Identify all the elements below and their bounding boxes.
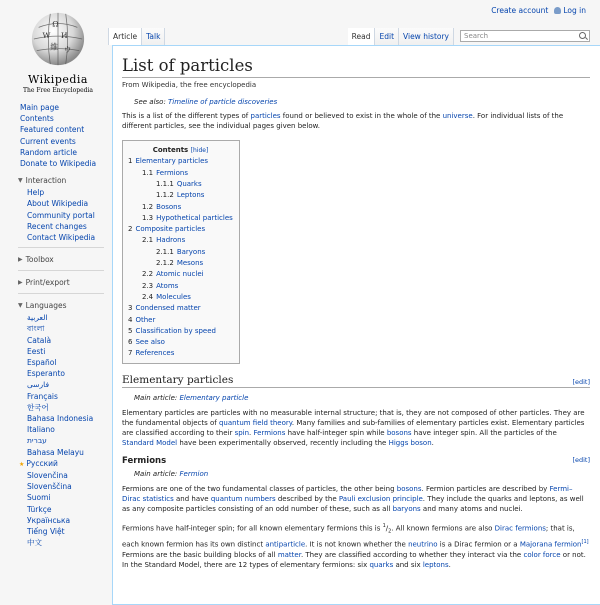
spin-link[interactable]: spin	[234, 429, 250, 438]
toc-number: 2.4	[142, 292, 154, 301]
language-link[interactable]: 한국어	[27, 402, 49, 412]
language-link[interactable]: Tiếng Việt	[27, 527, 65, 537]
fermions-link[interactable]: Fermions	[253, 429, 286, 438]
toc-text: Leptons	[176, 191, 205, 200]
sidebar-group-toolbox	[0, 254, 112, 266]
leptons-link[interactable]: leptons	[422, 560, 449, 569]
fermi-dirac-link[interactable]: Fermi–Dirac statistics	[122, 484, 573, 503]
language-link[interactable]: Español	[27, 358, 57, 368]
toc-text: Other	[135, 315, 156, 324]
toc-text: Condensed matter	[135, 304, 201, 313]
edit-section-link[interactable]: [edit]	[572, 377, 590, 386]
elementary-paragraph: Elementary particles are particles with no measurable internal structure; that is, they are not composed of other particles. They are the fundamental objects of quantum field theory. Many families and sub-families of elementary particles exist. Elementary particles are classified according to their spin. Fermions have half-integer spin while bosons have integer spin. All the particles of the Standard Model have been experimentally observed, recently including the Higgs boson.	[122, 408, 585, 448]
color-force-link[interactable]: color force	[523, 550, 561, 559]
logo-tagline: The Free Encyclopedia	[23, 87, 93, 94]
interaction-heading: Interaction	[25, 176, 67, 186]
reference-1[interactable]: [1]	[581, 539, 589, 546]
svg-text:И: И	[60, 31, 68, 41]
tab-edit[interactable]: Edit	[375, 28, 399, 45]
language-link[interactable]: বাংলা	[27, 324, 45, 334]
view-tabs	[348, 28, 590, 45]
triangle-down-icon: ▼	[18, 177, 23, 185]
toc-text: Elementary particles	[135, 157, 209, 166]
bosons-link[interactable]: bosons	[386, 429, 412, 438]
sidebar-group-languages	[0, 300, 112, 548]
toc-item[interactable]	[128, 156, 233, 167]
tab-view-history[interactable]: View history	[399, 28, 454, 45]
triangle-right-icon: ▶	[18, 256, 23, 264]
toc-number: 2.3	[142, 281, 154, 290]
sidebar-group-interaction	[0, 175, 112, 243]
language-link[interactable]: 中文	[27, 538, 42, 548]
tab-read[interactable]: Read	[348, 28, 376, 45]
toc-item[interactable]	[128, 269, 233, 280]
section-heading-fermions: Fermions [edit]	[122, 455, 590, 466]
toc-text: Quarks	[176, 180, 202, 188]
sidebar-nav	[0, 102, 112, 169]
language-link[interactable]: Català	[27, 335, 52, 345]
toc-text: Hypothetical particles	[156, 213, 233, 222]
toc-item[interactable]	[128, 213, 233, 224]
toc-number: 2.1.2	[156, 259, 174, 268]
toc-item[interactable]	[128, 247, 233, 258]
search-input[interactable]	[460, 30, 590, 42]
svg-text:維: 維	[50, 42, 59, 52]
user-icon	[554, 7, 561, 14]
toc-number: 1	[128, 157, 133, 166]
logo-wordmark: Wikipedia	[28, 73, 88, 86]
intro-paragraph: This is a list of the different types of particles found or believed to exist in the whole of the universe. For individual lists of the different particles, see the individual pages given below.	[122, 112, 564, 131]
languages-toggle[interactable]	[0, 300, 112, 312]
toc-item[interactable]	[128, 348, 233, 359]
toc-number: 2	[128, 225, 133, 234]
toc-number: 5	[128, 326, 133, 335]
svg-text:W: W	[42, 31, 51, 41]
language-link[interactable]: Bahasa Melayu	[27, 447, 84, 457]
bosons-link[interactable]: bosons	[396, 484, 422, 493]
triangle-right-icon: ▶	[18, 279, 23, 287]
matter-link[interactable]: matter	[277, 550, 301, 559]
toc-item[interactable]	[128, 258, 233, 269]
toc-text: See also	[135, 338, 165, 347]
search-placeholder: Search	[464, 32, 489, 40]
toc-number: 2.2	[142, 270, 154, 279]
fraction-denominator: 2	[388, 528, 392, 535]
table-of-contents	[122, 140, 240, 363]
language-link[interactable]: Eesti	[27, 346, 46, 356]
print-toggle[interactable]	[0, 277, 112, 289]
sidebar-divider	[18, 247, 104, 248]
toc-hide-link[interactable]: [hide]	[190, 147, 209, 155]
toolbox-heading: Toolbox	[25, 255, 54, 265]
sidebar-item-main-page[interactable]: Main page	[20, 103, 60, 112]
sidebar-item-contents[interactable]: Contents	[20, 114, 54, 124]
timeline-link[interactable]: Timeline of particle discoveries	[168, 98, 278, 106]
sidebar-item-recent-changes[interactable]: Recent changes	[27, 221, 87, 231]
language-link[interactable]: Bahasa Indonesia	[27, 414, 94, 424]
language-link[interactable]: Suomi	[27, 493, 51, 503]
toc-item[interactable]	[128, 235, 233, 246]
log-in-link[interactable]	[554, 6, 586, 15]
toc-title: Contents [hide]	[152, 146, 209, 155]
interaction-toggle[interactable]	[0, 175, 112, 187]
quantum-numbers-link[interactable]: quantum numbers	[210, 494, 276, 503]
toc-number: 2.1	[142, 236, 154, 245]
sidebar-item-contact[interactable]: Contact Wikipedia	[27, 233, 96, 243]
toc-number: 1.1.2	[156, 191, 174, 200]
toc-text: Molecules	[156, 292, 191, 301]
toc-number: 3	[128, 304, 133, 313]
particles-link[interactable]: particles	[250, 112, 281, 120]
sidebar-group-print	[0, 277, 112, 289]
sidebar-item-help[interactable]: Help	[27, 188, 45, 198]
language-link[interactable]: Esperanto	[27, 369, 65, 379]
language-link[interactable]: العربية	[27, 313, 48, 323]
majorana-link[interactable]: Majorana fermion	[519, 540, 582, 549]
toc-text: Composite particles	[135, 225, 206, 234]
sidebar-item-featured-content[interactable]: Featured content	[20, 125, 85, 135]
main-article-hatnote: Main article: Elementary particle	[134, 393, 249, 402]
sidebar-divider	[18, 293, 104, 294]
toc-text: Atomic nuclei	[156, 270, 204, 279]
toolbox-toggle[interactable]	[0, 254, 112, 266]
higgs-link[interactable]: Higgs boson	[388, 439, 432, 448]
language-link[interactable]: Français	[27, 391, 58, 401]
toc-item[interactable]	[128, 315, 233, 326]
sidebar-item-current-events[interactable]: Current events	[20, 136, 76, 146]
page-title: List of particles	[122, 56, 590, 78]
pauli-link[interactable]: Pauli exclusion principle	[338, 494, 423, 503]
qft-link[interactable]: quantum field theory	[218, 418, 292, 427]
svg-text:ウ: ウ	[63, 45, 72, 55]
toc-text: Bosons	[156, 202, 182, 211]
toc-list	[128, 156, 233, 359]
namespace-tabs	[108, 28, 165, 45]
languages-heading: Languages	[25, 301, 67, 311]
featured-star-icon: ★	[19, 460, 25, 468]
neutrino-link[interactable]: neutrino	[408, 540, 438, 549]
sidebar-item-about[interactable]: About Wikipedia	[27, 199, 89, 209]
universe-link[interactable]: universe	[442, 112, 473, 120]
toc-item[interactable]	[128, 202, 233, 213]
site-sub: From Wikipedia, the free encyclopedia	[122, 81, 257, 89]
see-also-prefix: See also:	[134, 98, 169, 106]
toc-number: 4	[128, 315, 133, 324]
toc-item[interactable]	[128, 326, 233, 337]
wikipedia-logo[interactable]	[18, 10, 98, 94]
toc-text: Hadrons	[156, 236, 186, 245]
language-link[interactable]: فارسی	[27, 380, 50, 390]
language-link[interactable]: Русский	[26, 458, 58, 468]
main-article-hatnote: Main article: Fermion	[134, 469, 209, 478]
toc-number: 1.2	[142, 202, 154, 211]
toc-item[interactable]	[128, 190, 233, 201]
language-link[interactable]: Slovenščina	[27, 482, 72, 492]
standard-model-link[interactable]: Standard Model	[122, 439, 178, 448]
toc-item[interactable]	[128, 281, 233, 292]
toc-number: 1.1.1	[156, 180, 174, 188]
tab-article[interactable]: Article	[108, 28, 142, 45]
toc-text: Fermions	[156, 168, 188, 177]
baryons-link[interactable]: baryons	[392, 504, 421, 513]
print-heading: Print/export	[25, 278, 70, 288]
toc-number: 6	[128, 338, 133, 347]
svg-text:Ω: Ω	[52, 19, 59, 29]
puzzle-globe-icon	[29, 10, 87, 68]
language-link[interactable]: Italiano	[27, 425, 55, 435]
toc-item[interactable]	[128, 337, 233, 348]
quarks-link[interactable]: quarks	[369, 560, 394, 569]
toc-number: 1.3	[142, 213, 154, 222]
sidebar-item-community-portal[interactable]: Community portal	[27, 210, 95, 220]
language-link[interactable]: עברית	[27, 436, 47, 446]
language-link[interactable]: Türkçe	[27, 504, 52, 514]
elementary-particle-link[interactable]: Elementary particle	[179, 393, 249, 402]
dirac-fermions-link[interactable]: Dirac fermions	[494, 524, 546, 533]
toc-item[interactable]	[128, 224, 233, 235]
log-in-label: Log in	[563, 6, 586, 15]
toc-number: 7	[128, 349, 133, 358]
section-heading-elementary: Elementary particles [edit]	[122, 373, 590, 386]
toc-number: 2.1.1	[156, 247, 174, 256]
toc-number: 1.1	[142, 168, 154, 177]
fermions-paragraph-1: Fermions are one of the two fundamental classes of particles, the other being bosons. Fermion particles are described by Fermi–Dirac statistics and have quantum numbers described by the Pauli exclusion principle. They include the quarks and leptons, as well as any composite particles consisting of an odd number of these, such as all baryons and many atoms and nuclei.	[122, 484, 584, 513]
toc-text: Atoms	[156, 281, 179, 290]
toc-text: References	[135, 349, 175, 358]
toc-item[interactable]	[128, 179, 233, 190]
create-account-link[interactable]: Create account	[491, 6, 549, 15]
fraction-numerator: 1	[382, 523, 386, 530]
sidebar-item-random-article[interactable]: Random article	[20, 147, 77, 157]
toc-text: Mesons	[176, 259, 204, 268]
antiparticle-link[interactable]: antiparticle	[265, 540, 306, 549]
toc-item[interactable]	[128, 303, 233, 314]
edit-section-link[interactable]: [edit]	[572, 455, 590, 464]
personal-tools	[491, 6, 586, 15]
language-link[interactable]: Українська	[27, 515, 71, 525]
toc-item[interactable]	[128, 292, 233, 303]
search-icon[interactable]	[579, 32, 586, 39]
language-link[interactable]: Slovenčina	[27, 471, 68, 481]
toc-item[interactable]	[128, 168, 233, 179]
article-content	[112, 45, 600, 605]
fermion-link[interactable]: Fermion	[179, 469, 209, 478]
sidebar-divider	[18, 270, 104, 271]
triangle-down-icon: ▼	[18, 302, 23, 310]
toc-text: Baryons	[176, 247, 206, 256]
tab-talk[interactable]: Talk	[142, 28, 165, 45]
sidebar	[0, 102, 112, 549]
fermions-paragraph-2: Fermions have half-integer spin; for all known elementary fermions this is $^1/_2$. All known fermions are also Dirac fermions; that is, each known fermion has its own distinct antiparticle. It is not known whether the neutrino is a Dirac fermion or a Majorana fermion[1] Fermions are the basic building blocks of all matter. They are classified according to whether they interact via the color force or not. In the Standard Model, there are 12 types of elementary fermions: six quarks and six leptons.	[122, 523, 589, 569]
sidebar-item-donate[interactable]: Donate to Wikipedia	[20, 159, 97, 169]
language-list	[0, 312, 112, 548]
toc-text: Classification by speed	[135, 326, 216, 335]
see-also-hatnote	[122, 98, 590, 106]
